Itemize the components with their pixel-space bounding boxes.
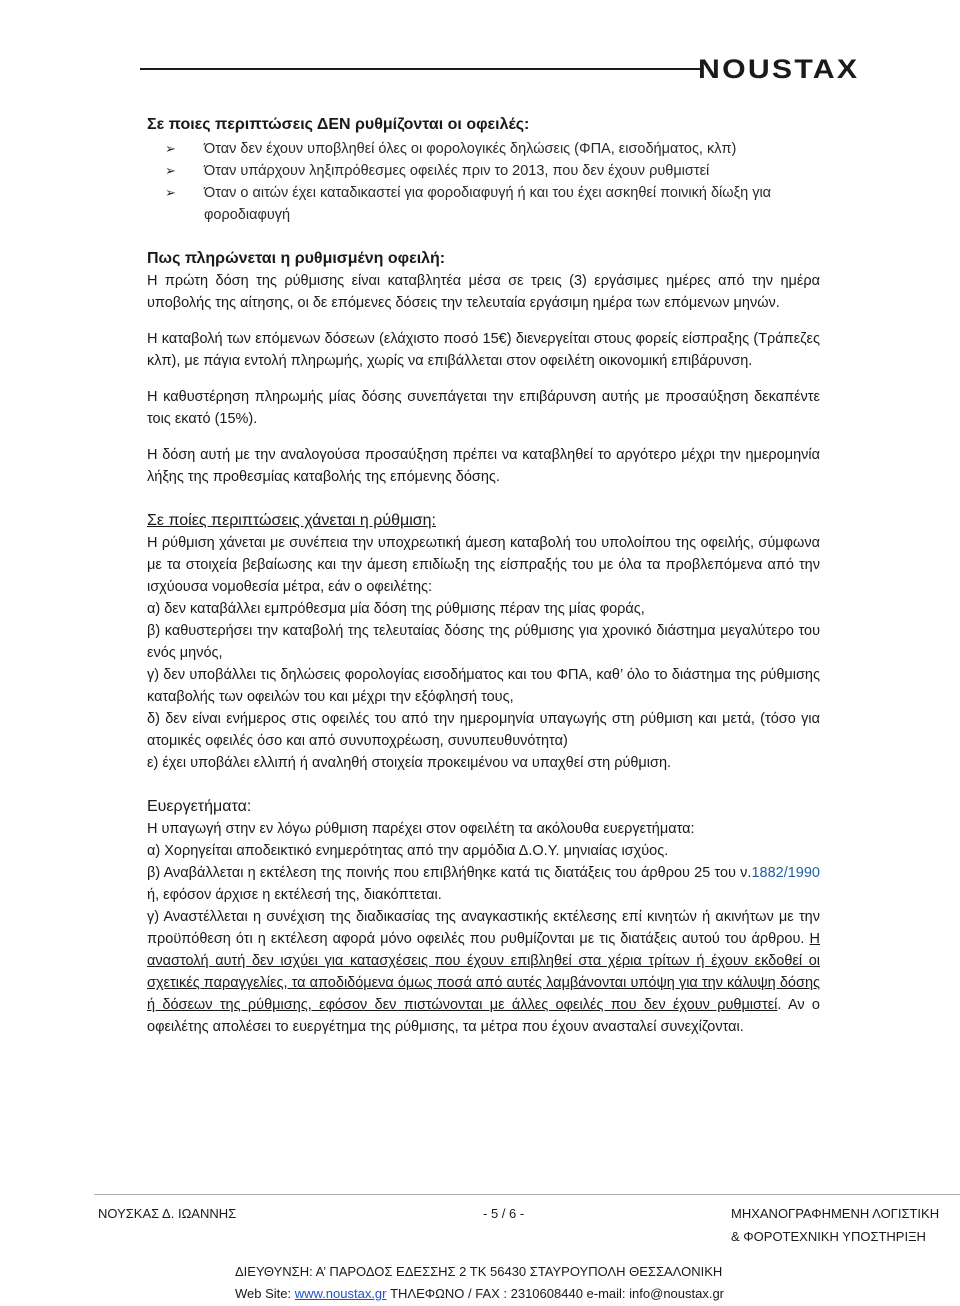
law-link[interactable]: 1882/1990 [751,865,820,881]
noustax-logo: NOUSTAX [698,54,860,84]
footer-service-line1: ΜΗΧΑΝΟΓΡΑΦΗΜΕΝΗ ΛΟΓΙΣΤΙΚΗ [731,1206,940,1221]
paragraph-next-installments: Η καταβολή των επόμενων δόσεων (ελάχιστο ποσό 15€) διενεργείται στους φορείς είσπραξης (Τράπεζες κλπ), με πάγια εντολή πληρωμής, χωρίς να επιβάλλεται στον οφειλέτη οικονομική επιβάρυνση. [147,331,820,369]
footer-name: ΝΟΥΣΚΑΣ Δ. ΙΩΑΝΝΗΣ [98,1206,237,1221]
list-item: ➢ Όταν ο αιτών έχει καταδικαστεί για φοροδιαφυγή ή και του έχει ασκηθεί ποινική δίωξη για φοροδιαφυγή [147,182,820,226]
website-link[interactable]: www.noustax.gr [294,1286,387,1301]
paragraph-benefits-intro: Η υπαγωγή στην εν λόγω ρύθμιση παρέχει στον οφειλέτη τα ακόλουθα ευεργετήματα: [147,821,695,837]
list-item: ➢ Όταν δεν έχουν υποβληθεί όλες οι φορολογικές δηλώσεις (ΦΠΑ, εισοδήματος, κλπ) [147,138,820,160]
not-regulated-list [147,138,820,226]
benefit-a: α) Χορηγείται αποδεικτικό ενημερότητας από την αρμόδια Δ.Ο.Υ. μηνιαίας ισχύος. [147,843,669,859]
paragraph-surcharge: Η δόση αυτή με την αναλογούσα προσαύξηση πρέπει να καταβληθεί το αργότερο μέχρι την ημερομηνία λήξης της προθεσμίας καταβολής της επόμενης δόσης. [147,447,820,485]
document-body [147,114,820,1038]
section-title-not-regulated: Σε ποιες περιπτώσεις ΔΕΝ ρυθμίζονται οι οφειλές: [147,116,530,133]
section-title-payment: Πως πληρώνεται η ρυθμισμένη οφειλή: [147,250,446,267]
paragraph-first-installment: Η πρώτη δόση της ρύθμισης είναι καταβλητέα μέσα σε τρεις (3) εργάσιμες ημέρες από την ημέρα υποβολής της αίτησης, οι δε επόμενες δόσεις την τελευταία εργάσιμη ημέρα των επόμενων μηνών. [147,273,820,311]
loss-condition-a: α) δεν καταβάλλει εμπρόθεσμα μία δόση της ρύθμισης πέραν της μίας φοράς, [147,601,645,617]
benefit-b: β) Αναβάλλεται η εκτέλεση της ποινής που επιβλήθηκε κατά τις διατάξεις του άρθρου 25 του ν.1882/1990 ή, εφόσον άρχισε η εκτέλεσή της, διακόπτεται. [147,865,820,903]
footer-address: ΔΙΕΥΘΥΝΣΗ: Α’ ΠΑΡΟΔΟΣ ΕΔΕΣΣΗΣ 2 ΤΚ 56430 ΣΤΑΥΡΟΥΠΟΛΗ ΘΕΣΣΑΛΟΝΙΚΗ [235,1264,723,1279]
paragraph-late-payment: Η καθυστέρηση πληρωμής μίας δόσης συνεπάγεται την επιβάρυνση αυτής με προσαύξηση δεκαπέντε τοις εκατό (15%). [147,389,820,427]
loss-condition-b: β) καθυστερήσει την καταβολή της τελευταίας δόσης της ρύθμισης για χρονικό διάστημα μεγαλύτερο του ενός μηνός, [147,623,820,661]
arrow-bullet-icon: ➢ [165,163,176,178]
arrow-bullet-icon: ➢ [165,141,176,156]
list-item: ➢ Όταν υπάρχουν ληξιπρόθεσμες οφειλές πριν το 2013, που δεν έχουν ρυθμιστεί [147,160,820,182]
section-title-loss: Σε ποίες περιπτώσεις χάνεται η ρύθμιση: [147,512,436,529]
benefit-c: γ) Αναστέλλεται η συνέχιση της διαδικασίας της αναγκαστικής εκτέλεσης επί κινητών ή ακινήτων με την προϋπόθεση ότι η εκτέλεση αφορά μόνο οφειλές που ρυθμίζονται με τις διατάξεις αυτού του άρθρου. Η αναστολή αυτή δεν ισχύει για κατασχέσεις που έχουν επιβληθεί στα χέρια τρίτων ή έχουν εκδοθεί οι σχετικές παραγγελίες, τα αποδιδόμενα όμως ποσά από αυτές λαμβάνονται υπόψη για την κάλυψη δόσης ή δόσεων της ρύθμισης, εφόσον δεν πιστώνονται με άλλες οφειλές που δεν έχουν ρυθμιστεί. Αν ο οφειλέτης απολέσει το ευεργέτημα της ρύθμισης, τα μέτρα που έχουν ανασταλεί συνεχίζονται. [147,909,820,1035]
arrow-bullet-icon: ➢ [165,185,176,200]
footer-contact: Web Site: www.noustax.gr ΤΗΛΕΦΩΝΟ / FAX : 2310608440 e-mail: info@noustax.gr [235,1286,725,1301]
email-link[interactable]: info@noustax.gr [629,1286,725,1301]
benefit-c-underlined: Η αναστολή αυτή δεν ισχύει για κατασχέσεις που έχουν επιβληθεί στα χέρια τρίτων ή έχουν εκδοθεί οι σχετικές παραγγελίες, τα αποδιδόμενα όμως ποσά από αυτές λαμβάνονται υπόψη για την κάλυψη δόσης ή δόσεων της ρύθμισης, εφόσον δεν πιστώνονται με άλλες οφειλές που δεν έχουν ρυθμιστεί [147,931,820,1013]
footer-page-number: - 5 / 6 - [483,1206,525,1221]
paragraph-loss-intro: Η ρύθμιση χάνεται με συνέπεια την υποχρεωτική άμεση καταβολή του υπολοίπου της οφειλής, σύμφωνα με τα στοιχεία βεβαίωσης και την άμεση επιδίωξη της είσπραξής του με όλα τα προβλεπόμενα από την ισχύουσα νομοθεσία μέτρα, εάν ο οφειλέτης: [147,535,820,595]
loss-condition-c: γ) δεν υποβάλλει τις δηλώσεις φορολογίας εισοδήματος και του ΦΠΑ, καθ’ όλο το διάστημα της ρύθμισης καταβολής των οφειλών του και μέχρι την εξόφλησή τους, [147,667,820,705]
footer-service-line2: & ΦΟΡΟΤΕΧΝΙΚΗ ΥΠΟΣΤΗΡΙΞΗ [731,1229,926,1244]
loss-condition-e: ε) έχει υποβάλει ελλιπή ή αναληθή στοιχεία προκειμένου να υπαχθεί στη ρύθμιση. [147,755,672,771]
loss-condition-d: δ) δεν είναι ενήμερος στις οφειλές του από την ημερομηνία υπαγωγής στη ρύθμιση και μετά, (τόσο για ατομικές οφειλές όσο και από συνυποχρέωση, συνυπευθυνότητα) [147,711,820,749]
footer-rule [94,1194,960,1195]
section-title-benefits: Ευεργετήματα: [147,798,252,815]
header-rule [140,68,700,70]
